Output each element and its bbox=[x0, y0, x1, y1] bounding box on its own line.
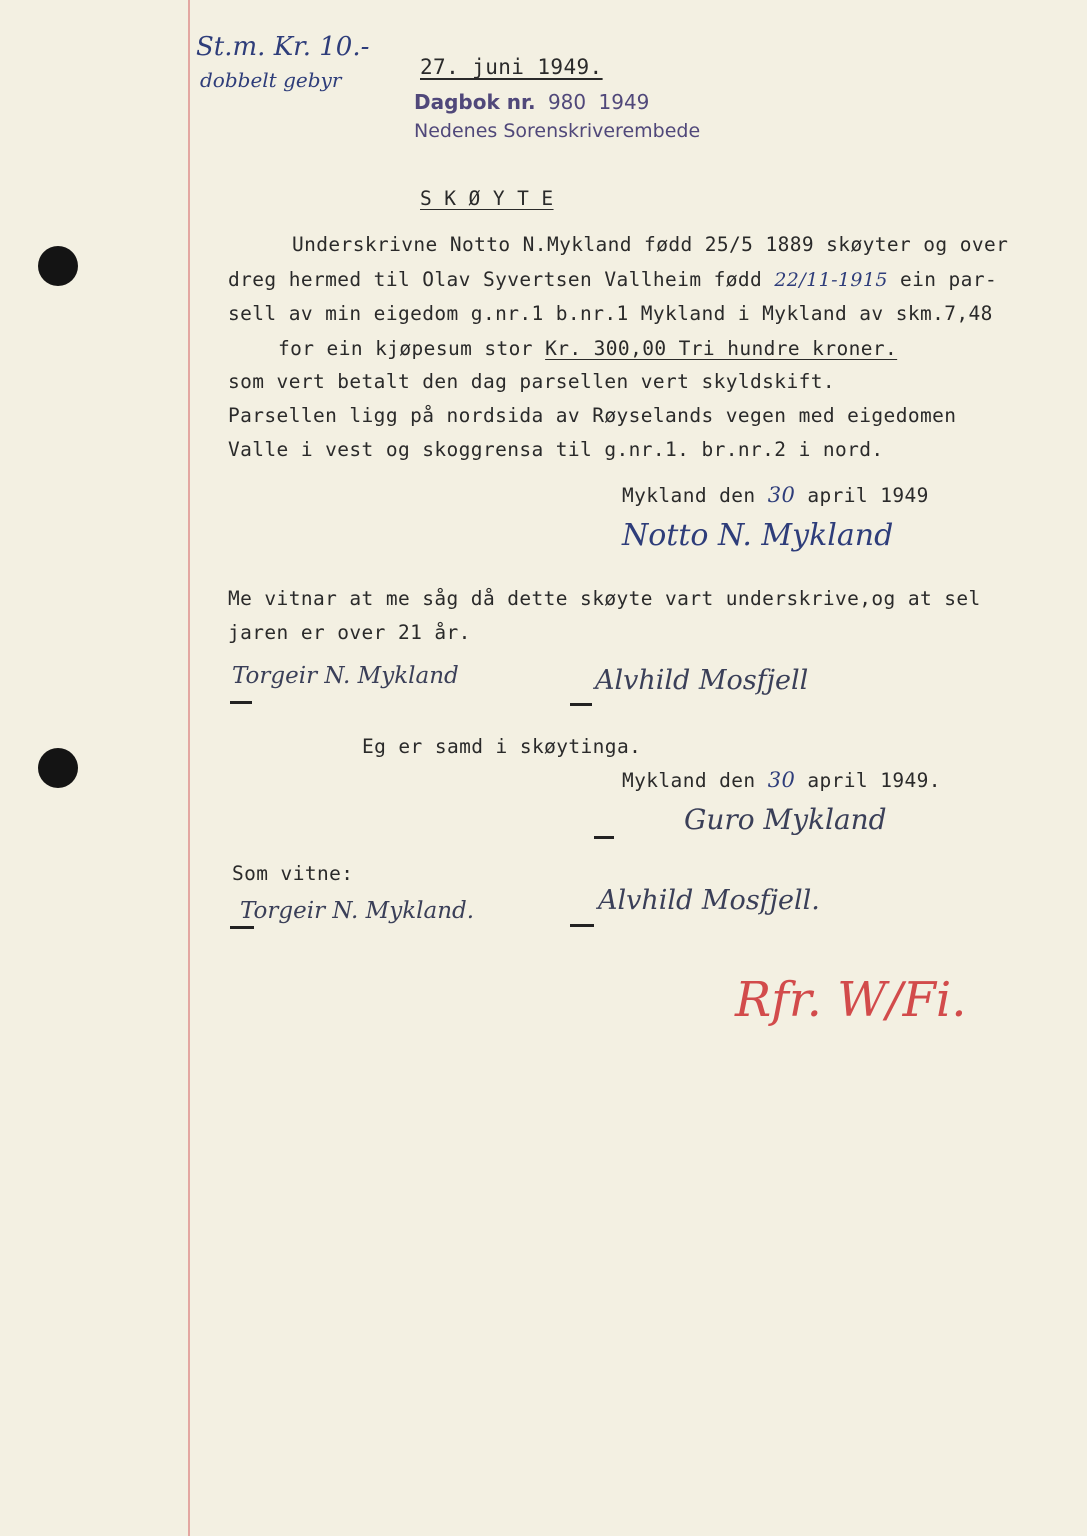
spouse-signature: Guro Mykland bbox=[684, 803, 887, 836]
registry-note: Rfr. W/Fi. bbox=[735, 972, 967, 1028]
signature-line-3 bbox=[594, 836, 614, 839]
purchase-price: Kr. 300,00 Tri hundre kroner. bbox=[545, 337, 898, 360]
consent-line: Eg er samd i skøytinga. bbox=[362, 735, 642, 758]
witness-signature-2: Alvhild Mosfjell bbox=[595, 665, 809, 696]
body-line-2 bbox=[228, 268, 997, 291]
place-date-2-suffix: april 1949. bbox=[795, 769, 941, 792]
office-stamp: Nedenes Sorenskriverembede bbox=[414, 120, 701, 142]
witness-signature-1: Torgeir N. Mykland bbox=[232, 663, 459, 689]
punch-hole-bottom bbox=[38, 748, 78, 788]
journal-year: 1949 bbox=[598, 90, 650, 114]
margin-rule bbox=[188, 0, 190, 1536]
witnesses-label: Som vitne: bbox=[232, 862, 354, 885]
body-line-1: Underskrivne Notto N.Mykland fødd 25/5 1889 skøyter og over bbox=[292, 233, 1009, 256]
place-date-1 bbox=[622, 483, 929, 507]
body-line-2-start: dreg hermed til Olav Syvertsen Vallheim fødd bbox=[228, 268, 775, 291]
witness-statement-2: jaren er over 21 år. bbox=[228, 621, 471, 644]
document-title: S K Ø Y T E bbox=[420, 187, 554, 210]
body-line-5: som vert betalt den dag parsellen vert skyldskift. bbox=[228, 370, 835, 393]
signature-line-1 bbox=[230, 701, 252, 704]
place-date-1-prefix: Mykland den bbox=[622, 484, 768, 507]
signature-line-2 bbox=[570, 703, 592, 706]
body-line-3: sell av min eigedom g.nr.1 b.nr.1 Mykland i Mykland av skm.7,48 bbox=[228, 302, 993, 325]
journal-stamp-label: Dagbok nr. bbox=[414, 90, 536, 114]
witness-signature-3: Torgeir N. Mykland. bbox=[240, 898, 475, 924]
buyer-birthdate: 22/11-1915 bbox=[774, 269, 888, 291]
place-date-2 bbox=[622, 768, 941, 792]
body-line-2-end: ein par- bbox=[887, 268, 998, 291]
journal-number: 980 bbox=[547, 90, 587, 114]
margin-note-fee: St.m. Kr. 10.- bbox=[196, 32, 370, 62]
place-date-2-prefix: Mykland den bbox=[622, 769, 768, 792]
body-line-7: Valle i vest og skoggrensa til g.nr.1. br.nr.2 i nord. bbox=[228, 438, 884, 461]
margin-note-double-fee: dobbelt gebyr bbox=[200, 68, 342, 92]
document-date: 27. juni 1949. bbox=[420, 55, 603, 79]
journal-stamp bbox=[414, 90, 649, 114]
witness-signature-4: Alvhild Mosfjell. bbox=[598, 885, 820, 916]
place-date-2-day: 30 bbox=[767, 768, 796, 792]
seller-signature: Notto N. Mykland bbox=[622, 518, 894, 553]
purchase-price-label: for ein kjøpesum stor bbox=[278, 337, 546, 360]
place-date-1-suffix: april 1949 bbox=[795, 484, 929, 507]
witness-statement-1: Me vitnar at me såg då dette skøyte vart underskrive,og at sel bbox=[228, 587, 981, 610]
place-date-1-day: 30 bbox=[767, 483, 796, 507]
body-line-4 bbox=[278, 337, 897, 360]
signature-line-5 bbox=[570, 924, 594, 927]
body-line-6: Parsellen ligg på nordsida av Røyselands vegen med eigedomen bbox=[228, 404, 957, 427]
punch-hole-top bbox=[38, 246, 78, 286]
signature-line-4 bbox=[230, 926, 254, 929]
